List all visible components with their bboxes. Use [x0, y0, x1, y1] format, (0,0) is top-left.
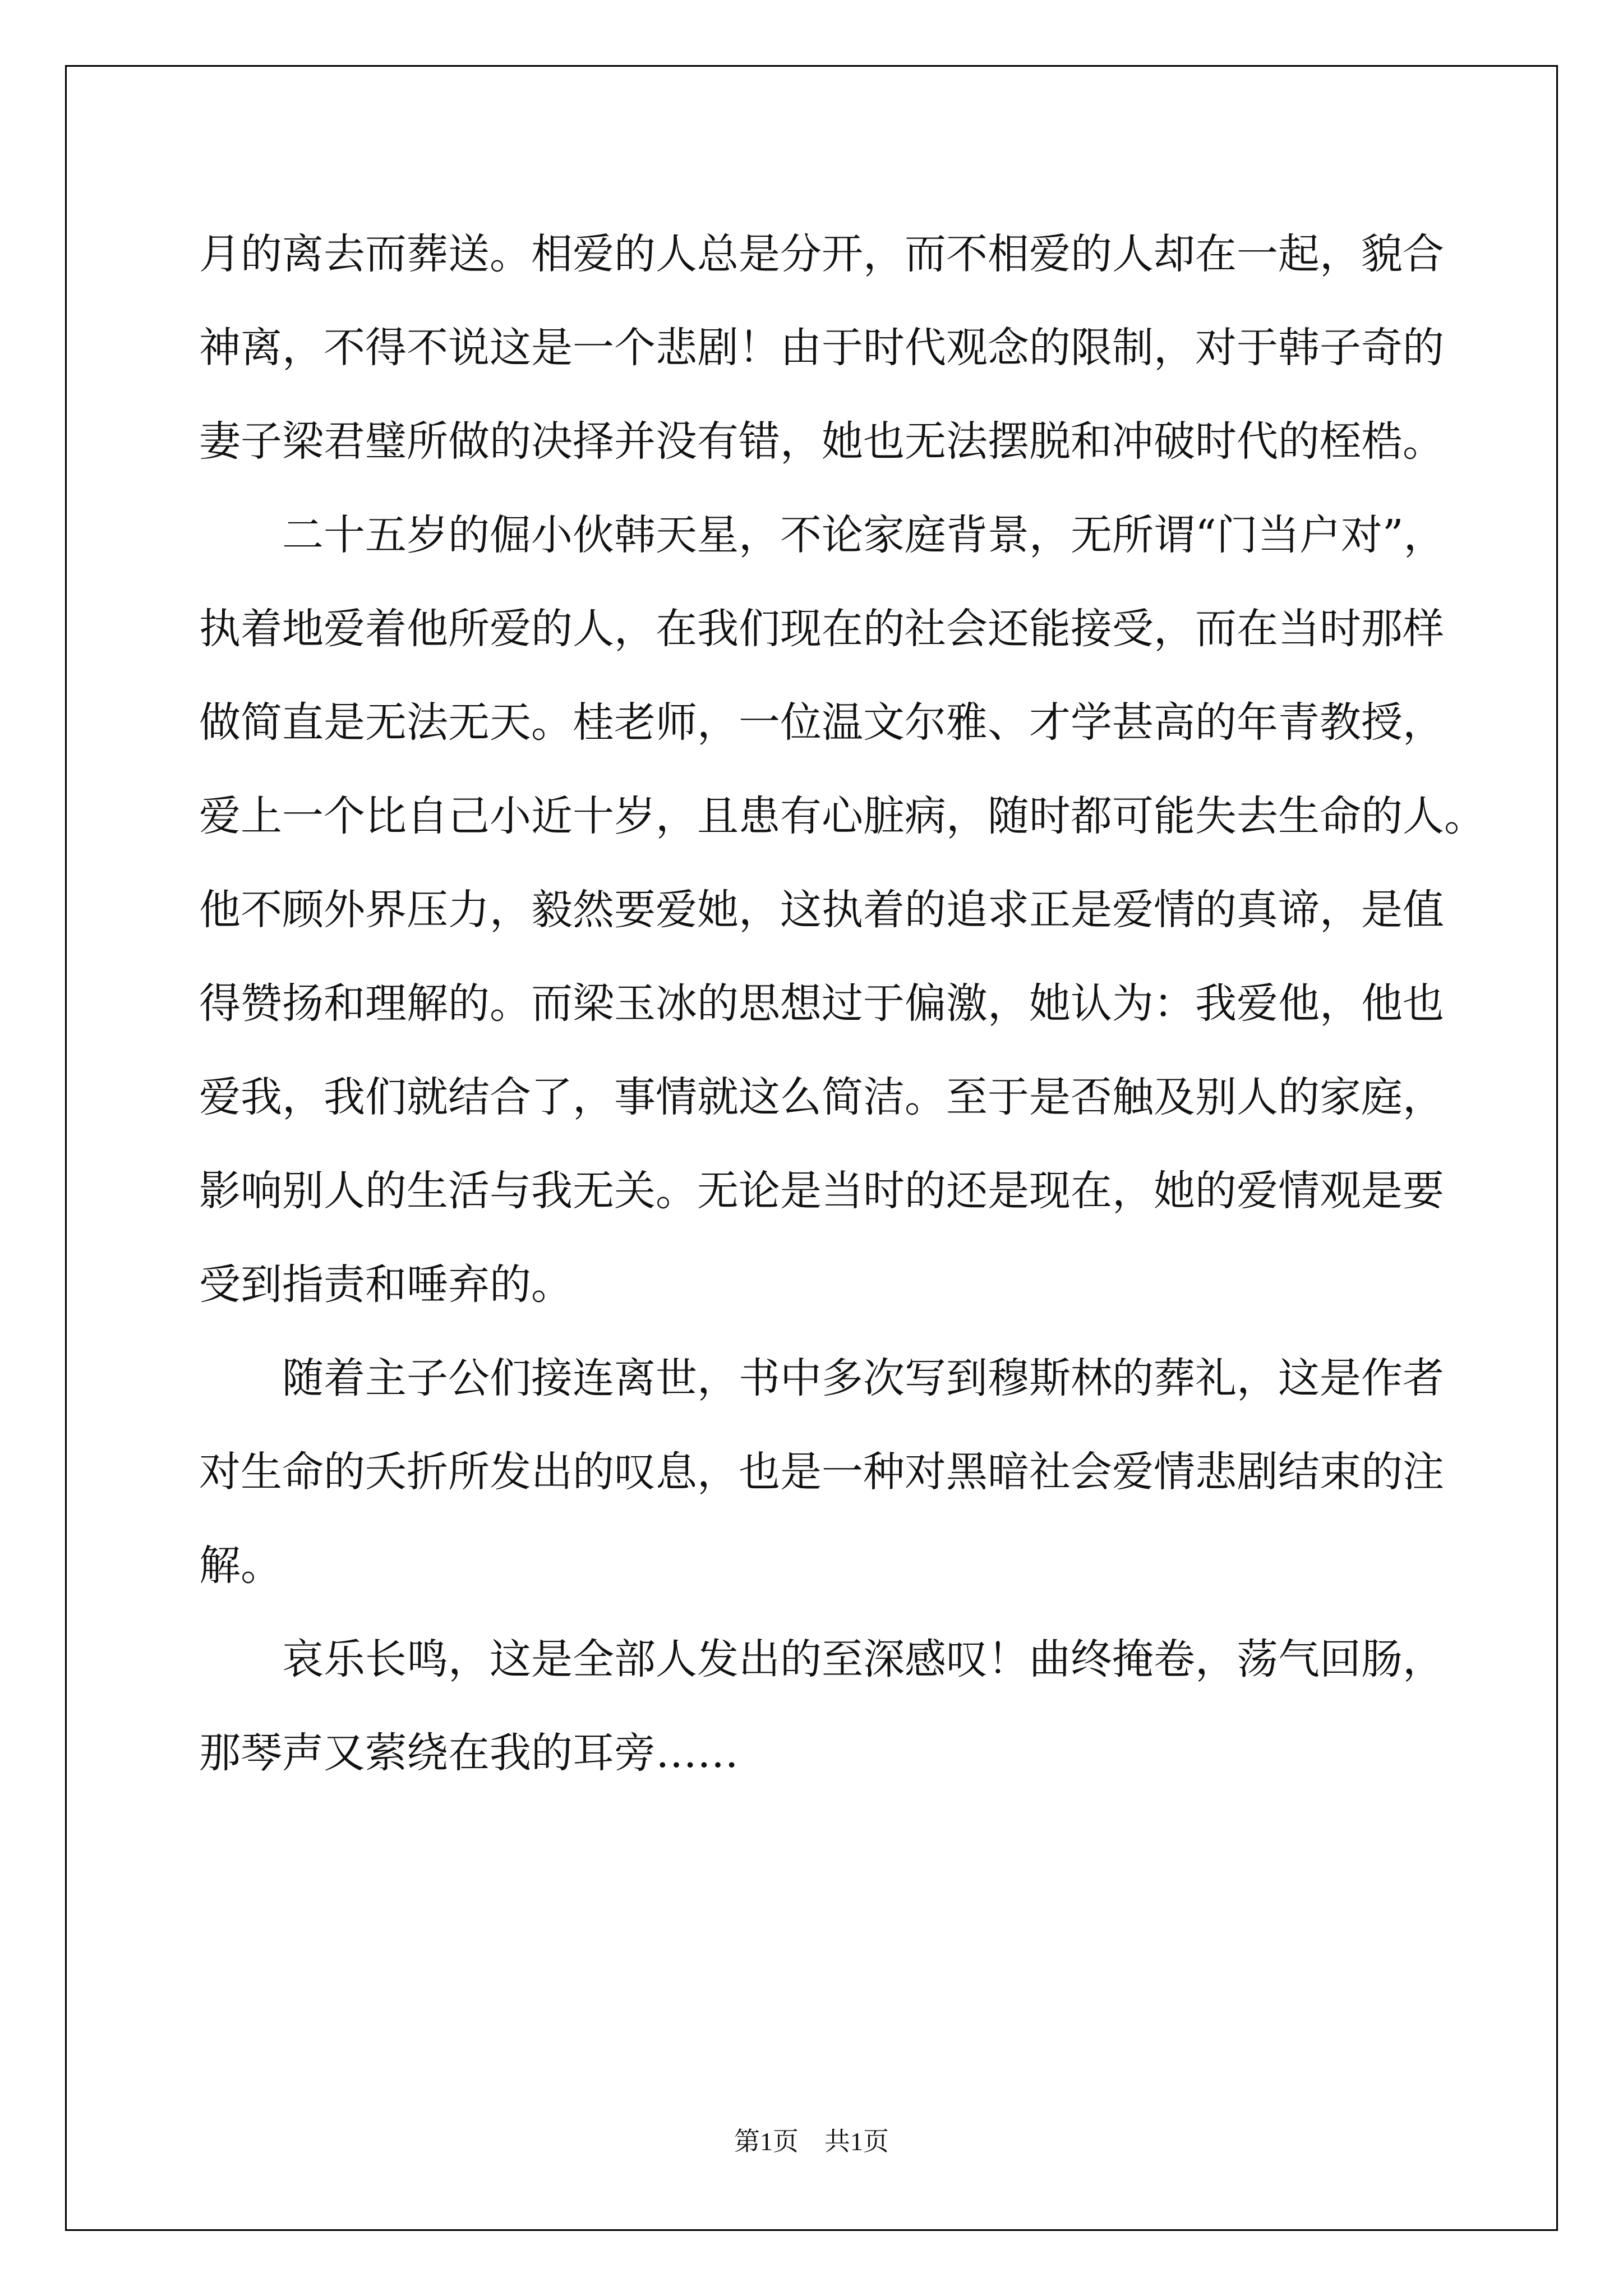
page-number: 第1页 共1页 — [734, 2127, 889, 2156]
text-line: 妻子梁君璧所做的决择并没有错，她也无法摆脱和冲破时代的桎梏。 — [199, 417, 1444, 466]
paragraph-start-line: 随着主子公们接连离世，书中多次写到穆斯林的葬礼，这是作者 — [282, 1354, 1444, 1402]
text-line: 做简直是无法无天。桂老师，一位温文尔雅、才学甚高的年青教授， — [199, 698, 1444, 747]
text-line: 他不顾外界压力，毅然要爱她，这执着的追求正是爱情的真谛，是值 — [199, 886, 1444, 934]
text-line: 执着地爱着他所爱的人，在我们现在的社会还能接受，而在当时那样 — [199, 605, 1444, 653]
document-body — [199, 208, 1486, 1800]
text-line: 神离，不得不说这是一个悲剧！由于时代观念的限制，对于韩子奇的 — [199, 324, 1444, 372]
text-line: 解。 — [199, 1542, 282, 1590]
text-line: 爱我，我们就结合了，事情就这么简洁。至于是否触及别人的家庭， — [199, 1073, 1444, 1121]
text-line: 那琴声又萦绕在我的耳旁…… — [199, 1729, 739, 1777]
text-line: 影响别人的生活与我无关。无论是当时的还是现在，她的爱情观是要 — [199, 1167, 1444, 1215]
text-line: 受到指责和唾弃的。 — [199, 1260, 573, 1309]
text-line: 得赞扬和理解的。而梁玉冰的思想过于偏激，她认为：我爱他，他也 — [199, 979, 1444, 1028]
text-line: 对生命的夭折所发出的叹息，也是一种对黑暗社会爱情悲剧结束的注 — [199, 1448, 1444, 1496]
paragraph-start-line: 二十五岁的倔小伙韩天星，不论家庭背景，无所谓“门当户对”， — [282, 511, 1445, 559]
text-line: 爱上一个比自己小近十岁，且患有心脏病，随时都可能失去生命的人。 — [199, 792, 1486, 840]
paragraph-start-line: 哀乐长鸣，这是全部人发出的至深感叹！曲终掩卷，荡气回肠， — [282, 1635, 1444, 1683]
text-line: 月的离去而葬送。相爱的人总是分开，而不相爱的人却在一起，貌合 — [199, 230, 1444, 278]
